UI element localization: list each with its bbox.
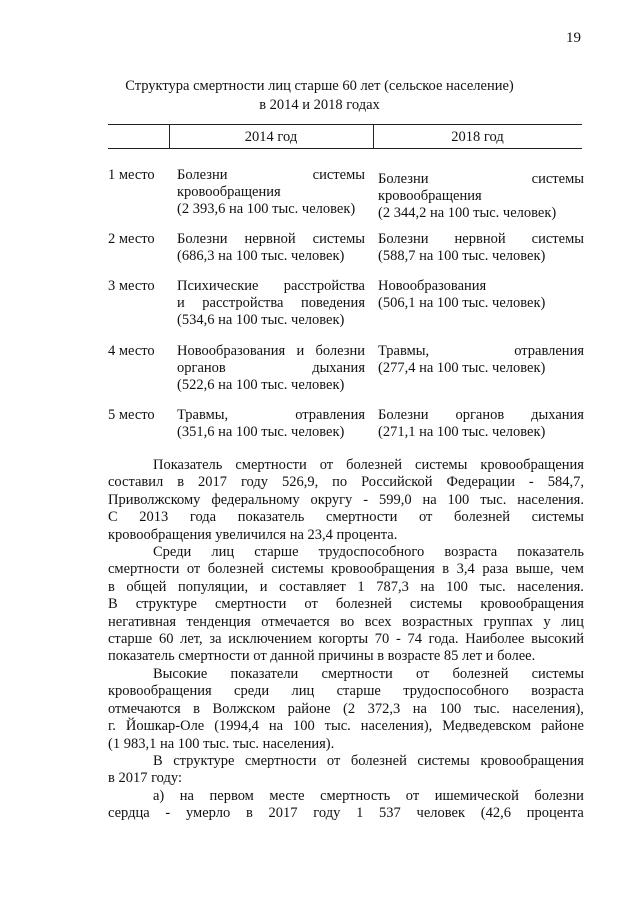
text-word: кровообращения [480, 752, 584, 769]
paragraph [108, 753, 584, 788]
text-word: В [153, 752, 163, 769]
cell-2018 [378, 278, 584, 312]
text-word: системы [409, 596, 463, 613]
text-line [108, 788, 584, 805]
text-word: Наиболее [465, 631, 525, 648]
cell-line: (506,1 на 100 тыс. человек) [378, 295, 546, 311]
cell-2014 [177, 407, 365, 441]
text-word: населения), [360, 718, 433, 735]
text-word: на [179, 787, 194, 804]
text-word: кровообращения [108, 683, 212, 700]
cell-line [177, 343, 365, 360]
cell-word: Болезни [378, 171, 429, 187]
text-word: отмечается [261, 613, 330, 630]
text-line [108, 596, 584, 613]
text-word: - [165, 805, 171, 822]
text-word: года. [428, 631, 459, 648]
text-line [108, 579, 584, 596]
text-word: трудоспособного [318, 544, 425, 561]
cell-line: (271,1 на 100 тыс. человек) [378, 424, 546, 440]
text-word: кровообращения [480, 457, 584, 473]
text-word: населения), [512, 700, 584, 717]
text-word: по [332, 474, 348, 491]
text-word: системы [415, 457, 468, 473]
cell-2014 [177, 278, 365, 329]
cell-word: поведения [300, 295, 365, 311]
cell-2018 [378, 343, 584, 377]
text-word: чем [561, 561, 584, 578]
text-word: болезней [346, 457, 403, 473]
text-word: федеральному [211, 491, 300, 508]
text-line: кровообращения увеличился на 23,4 процента. [108, 526, 398, 543]
text-word: на [420, 578, 435, 595]
text-word: возраста [444, 544, 498, 561]
cell-word: органов [177, 360, 226, 376]
text-word: в [245, 805, 253, 822]
text-word: 100 [446, 578, 468, 595]
text-line [108, 805, 584, 822]
cell-line [378, 343, 584, 360]
text-word: Приволжскому [108, 491, 201, 508]
cell-2018 [378, 171, 584, 222]
text-word: Российской [361, 474, 433, 491]
text-word: лет, [180, 631, 203, 648]
body-text [108, 457, 584, 823]
cell-word: и [296, 343, 305, 359]
text-word: возрастных [402, 613, 473, 630]
text-word: в [177, 474, 185, 491]
text-word: 1 [357, 578, 365, 595]
cell-line: кровообращения [378, 188, 482, 204]
text-word: первом [209, 787, 254, 804]
text-word: 3,4 [456, 561, 475, 578]
text-word: болезней [335, 596, 392, 613]
text-word: болезней [350, 752, 407, 769]
text-word: (42,6 [480, 805, 511, 822]
title-line-1: Структура смертности лиц старше 60 лет (сельское население) [125, 78, 514, 94]
text-word: выше, [515, 561, 554, 578]
text-word: 60 [158, 631, 174, 648]
text-word: отмечаются [108, 700, 181, 717]
text-word: 537 [379, 805, 401, 822]
text-word: составляет [279, 578, 346, 595]
text-word: 74 [407, 631, 422, 648]
cell-word: дыхания [312, 360, 365, 376]
cell-word: отравления [514, 343, 584, 359]
cell-2014 [177, 343, 365, 394]
text-word: кровообращения [480, 596, 584, 613]
text-word: группах [483, 613, 533, 630]
text-word: в [108, 578, 115, 595]
text-word: человек [416, 805, 465, 822]
text-line: (1 983,1 на 100 тыс. тыс. населения). [108, 735, 335, 752]
text-line [108, 718, 584, 735]
paragraph [108, 788, 584, 823]
text-word: смертности [108, 561, 180, 578]
text-word: 599,0 [378, 491, 412, 508]
text-word: на [422, 491, 437, 508]
text-word: от [186, 561, 201, 578]
row-place: 3 место [108, 278, 155, 294]
text-line [108, 753, 584, 770]
text-line: в 2017 году: [108, 770, 182, 787]
text-word: когорты [318, 631, 369, 648]
paragraph [108, 457, 584, 544]
table-header-bottom-rule [108, 148, 582, 149]
cell-word: болезни [315, 343, 365, 359]
text-word: Показатель [153, 457, 223, 473]
text-word: - [528, 474, 534, 491]
cell-line [177, 360, 365, 377]
text-word: системы [531, 509, 584, 526]
text-word: составил [108, 474, 164, 491]
text-word: болезни [534, 787, 584, 804]
cell-word: системы [312, 167, 365, 183]
cell-line: кровообращения [177, 184, 281, 200]
text-word: 2017 [268, 805, 298, 822]
text-line [108, 474, 584, 491]
text-word: 372,3 [367, 700, 401, 717]
text-word: от [405, 787, 420, 804]
text-word: популяции, [177, 578, 249, 595]
text-word: смертность [320, 787, 391, 804]
text-word: показатель [517, 544, 584, 561]
cell-word: и [177, 295, 185, 311]
text-word: 70 [374, 631, 390, 648]
cell-line: (686,3 на 100 тыс. человек) [177, 248, 345, 264]
row-place: 1 место [108, 167, 155, 183]
text-word: тыс. [473, 700, 500, 717]
text-word: исключением [228, 631, 312, 648]
text-word: системы [417, 752, 470, 769]
text-word: а) [153, 787, 165, 804]
cell-line [177, 295, 365, 312]
text-word: 787,3 [376, 578, 409, 595]
text-word: 584,7, [547, 474, 584, 491]
text-word: Медведевском [442, 718, 532, 735]
title-line-2: в 2014 и 2018 годах [259, 97, 380, 113]
text-line [108, 666, 584, 683]
text-word: старше [254, 544, 299, 561]
cell-word: нервной [244, 231, 296, 247]
text-word: в [442, 561, 450, 578]
text-word: Высокие [153, 665, 208, 682]
cell-2018 [378, 231, 584, 265]
text-word: возраста [531, 683, 584, 700]
text-word: болезней [207, 561, 264, 578]
text-word: смертности [321, 665, 393, 682]
text-line [108, 631, 584, 648]
text-word: системы [271, 561, 324, 578]
text-word: 526,9, [281, 474, 319, 491]
text-word: от [415, 665, 430, 682]
text-word: структуре [173, 752, 235, 769]
row-place: 4 место [108, 343, 155, 359]
text-word: Волжском [212, 700, 276, 717]
text-word: структуре [135, 596, 197, 613]
text-word: районе [287, 700, 331, 717]
text-line [108, 561, 584, 578]
text-word: ишемической [434, 787, 519, 804]
text-word: показатели [230, 665, 299, 682]
cell-line: (534,6 на 100 тыс. человек) [177, 312, 345, 328]
text-word: тыс. [480, 491, 507, 508]
cell-word: Болезни [177, 231, 228, 247]
text-line [108, 544, 584, 561]
text-word: Йошкар-Оле [125, 718, 205, 735]
cell-line: (588,7 на 100 тыс. человек) [378, 248, 546, 264]
cell-word: системы [531, 231, 584, 247]
text-word: 100 [439, 700, 462, 717]
cell-line [177, 167, 365, 184]
text-word: всех [364, 613, 392, 630]
cell-2018 [378, 407, 584, 441]
text-word: лиц [291, 683, 315, 700]
cell-line [177, 231, 365, 248]
cell-word: Психические [177, 278, 259, 294]
header-2018: 2018 год [451, 129, 504, 145]
text-word: Федерации [446, 474, 515, 491]
cell-word: Новообразования [177, 343, 286, 359]
cell-word: дыхания [531, 407, 584, 423]
text-word: болезней [454, 509, 510, 526]
text-word: негативная [108, 613, 177, 630]
cell-word: Травмы, [378, 343, 430, 359]
cell-2014 [177, 167, 365, 218]
text-line [108, 701, 584, 718]
text-line: показатель смертности от данной причины в возрасте 85 лет и более. [108, 648, 536, 665]
text-word: тенденция [186, 613, 251, 630]
text-word: районе [541, 718, 584, 735]
text-word: году [313, 805, 341, 822]
cell-word: органов [455, 407, 505, 423]
text-word: лиц [211, 544, 235, 561]
paragraph [108, 544, 584, 666]
cell-word: нервной [454, 231, 506, 247]
text-word: сердца [108, 805, 150, 822]
text-word: показатель [237, 509, 305, 526]
text-word: - [395, 631, 401, 648]
text-word: от [319, 457, 334, 473]
page-number: 19 [566, 30, 581, 46]
text-word: году [240, 474, 268, 491]
text-word: системы [531, 665, 584, 682]
text-word: высокий [531, 631, 584, 648]
cell-line: (2 344,2 на 100 тыс. человек) [378, 205, 557, 221]
text-word: процента [526, 805, 584, 822]
text-word: 100 [292, 718, 315, 735]
cell-word: Болезни [378, 407, 429, 423]
text-word: и [259, 578, 268, 595]
cell-line: (522,6 на 100 тыс. человек) [177, 377, 345, 393]
table-title [0, 77, 639, 115]
text-word: среди [234, 683, 270, 700]
text-word: смертности [215, 596, 287, 613]
text-line [108, 509, 584, 526]
text-word: лиц [561, 613, 584, 630]
cell-line: Новообразования [378, 278, 487, 294]
cell-word: Травмы, [177, 407, 229, 423]
paragraph [108, 666, 584, 753]
text-word: от [419, 509, 433, 526]
cell-line [378, 231, 584, 248]
text-word: 100 [447, 491, 470, 508]
text-word: (1994,4 [214, 718, 259, 735]
text-word: - [363, 491, 369, 508]
cell-line: (2 393,6 на 100 тыс. человек) [177, 201, 356, 217]
text-word: В [108, 596, 118, 613]
cell-line [378, 171, 584, 188]
text-line [108, 683, 584, 700]
cell-line: (277,4 на 100 тыс. человек) [378, 360, 546, 376]
text-line [108, 492, 584, 509]
text-word: на [268, 718, 284, 735]
text-word: на [412, 700, 427, 717]
text-word: кровообращения [331, 561, 435, 578]
text-word: С [108, 509, 118, 526]
cell-line [177, 278, 365, 295]
cell-line [378, 407, 584, 424]
cell-word: системы [531, 171, 584, 187]
text-word: у [543, 613, 551, 630]
cell-word: Болезни [177, 167, 228, 183]
cell-word: Болезни [378, 231, 429, 247]
cell-word: расстройства [202, 295, 284, 311]
text-word: года [189, 509, 217, 526]
text-word: населения. [517, 578, 584, 595]
text-word: округу [310, 491, 353, 508]
text-word: 2017 [198, 474, 228, 491]
cell-word: расстройства [283, 278, 365, 294]
cell-word: отравления [295, 407, 365, 423]
text-word: смертности [235, 457, 307, 473]
text-word: тыс. [479, 578, 506, 595]
text-word: раза [482, 561, 509, 578]
text-word: трудоспособного [403, 683, 509, 700]
text-line [108, 457, 584, 474]
text-word: болезней [452, 665, 509, 682]
text-word: г. [108, 718, 116, 735]
text-word: во [340, 613, 355, 630]
text-word: 1 [356, 805, 364, 822]
text-word: от [326, 752, 341, 769]
cell-line: (351,6 на 100 тыс. человек) [177, 424, 345, 440]
cell-word: системы [312, 231, 365, 247]
text-word: старше [336, 683, 381, 700]
text-word: населения. [517, 491, 584, 508]
text-word: 2013 [139, 509, 169, 526]
text-word: смертности [326, 509, 398, 526]
text-word: старше [108, 631, 153, 648]
row-place: 2 место [108, 231, 155, 247]
text-word: от [304, 596, 318, 613]
text-word: Среди [153, 544, 192, 561]
text-word: умерло [186, 805, 231, 822]
text-word: за [209, 631, 222, 648]
table-header-top-rule [108, 124, 582, 125]
header-2014: 2014 год [244, 129, 298, 145]
text-word: в [193, 700, 200, 717]
cell-2014 [177, 231, 365, 265]
text-word: смертности [245, 752, 317, 769]
text-word: месте [269, 787, 305, 804]
text-line [108, 614, 584, 631]
text-word: (2 [343, 700, 356, 717]
row-place: 5 место [108, 407, 155, 423]
cell-line [177, 407, 365, 424]
text-word: общей [126, 578, 167, 595]
text-word: тыс. [324, 718, 351, 735]
